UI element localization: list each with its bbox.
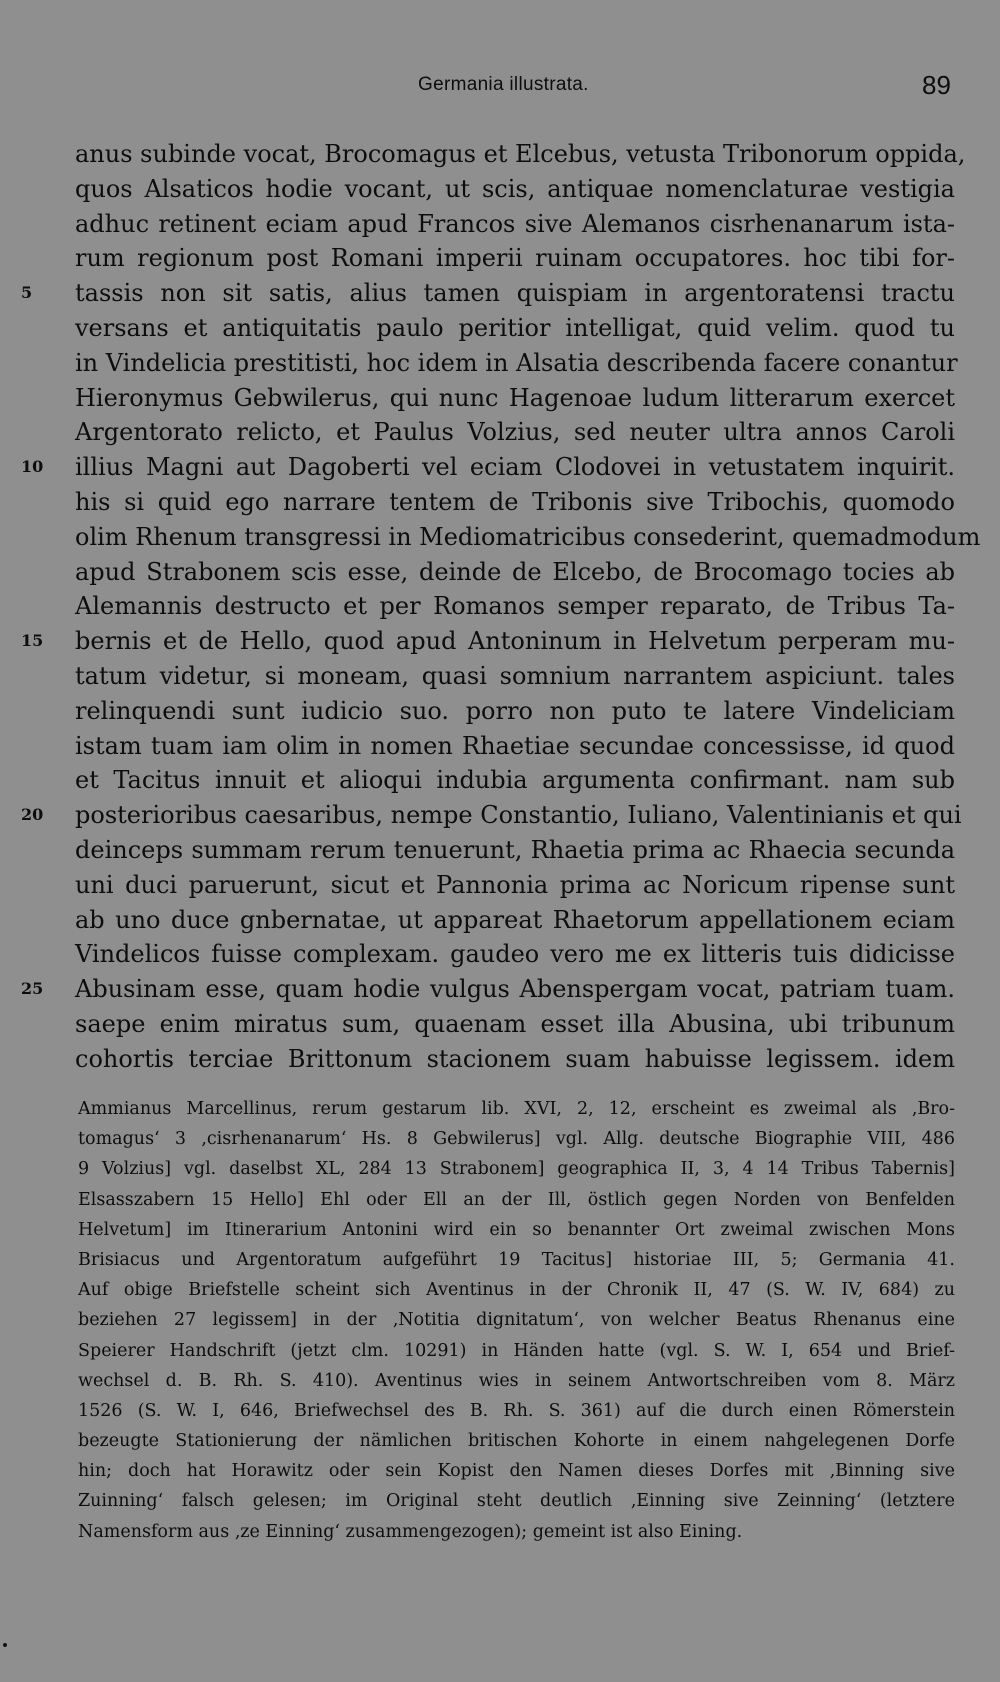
text-line [75, 694, 955, 729]
text-line [75, 833, 955, 868]
text-line [75, 415, 955, 450]
text-line [75, 555, 955, 590]
note-line: Speierer Handschrift (jetzt clm. 10291) in Händen hatte (vgl. S. W. I, 654 und Brief- [78, 1340, 955, 1361]
note-line: Auf obige Briefstelle scheint sich Aventinus in der Chronik II, 47 (S. W. IV, 684) zu [78, 1280, 955, 1301]
text-line [75, 659, 955, 694]
line-text: uni duci paruerunt, sicut et Pannonia prima ac Noricum ripense sunt [75, 870, 955, 899]
line-text: rum regionum post Romani imperii ruinam occupatores. hoc tibi for- [75, 244, 955, 273]
text-line [75, 729, 955, 764]
text-line [75, 381, 955, 416]
line-number: 20 [21, 805, 44, 825]
line-text: deinceps summam rerum tenuerunt, Rhaetia prima ac Rhaecia secunda [75, 835, 955, 864]
line-text: adhuc retinent eciam apud Francos sive Alemanos cisrhenanarum ista- [75, 209, 955, 238]
note-line: Namensform aus ‚ze Einning‘ zusammengezogen); gemeint ist also Eining. [78, 1521, 743, 1542]
line-number: 25 [21, 979, 44, 999]
note-line: 9 Volzius] vgl. daselbst XL, 284 13 Strabonem] geographica II, 3, 4 14 Tribus Tabernis] [78, 1159, 955, 1180]
text-line [21, 972, 955, 1007]
line-text: ab uno duce gnbernatae, ut appareat Rhaetorum appellationem eciam [75, 905, 955, 934]
note-line: 1526 (S. W. I, 646, Briefwechsel des B. Rh. S. 361) auf die durch einen Römerstein [78, 1400, 955, 1421]
line-text: bernis et de Hello, quod apud Antoninum in Helvetum perperam mu- [75, 627, 955, 656]
text-line [75, 868, 955, 903]
line-text: Alemannis destructo et per Romanos semper reparato, de Tribus Ta- [75, 592, 955, 621]
line-text: et Tacitus innuit et alioqui indubia argumenta confirmant. nam sub [75, 766, 955, 795]
line-text: Hieronymus Gebwilerus, qui nunc Hagenoae ludum litterarum exercet [75, 383, 955, 412]
line-text: saepe enim miratus sum, quaenam esset illa Abusina, ubi tribunum [75, 1009, 955, 1038]
line-text: Vindelicos fuisse complexam. gaudeo vero me ex litteris tuis didicisse [75, 940, 955, 969]
note-line: wechsel d. B. Rh. S. 410). Aventinus wies in seinem Antwortschreiben vom 8. März [78, 1370, 955, 1391]
margin-speck [3, 1643, 7, 1647]
note-line: Helvetum] im Itinerarium Antonini wird ein so benannter Ort zweimal zwischen Mons [78, 1219, 955, 1240]
line-text: relinquendi sunt iudicio suo. porro non puto te latere Vindeliciam [75, 696, 955, 725]
line-text: olim Rhenum transgressi in Mediomatricibus consederint, quemadmodum [75, 522, 981, 551]
text-line [75, 172, 955, 207]
text-line [21, 276, 955, 311]
line-text: cohortis terciae Brittonum stacionem suam habuisse legissem. idem [75, 1044, 955, 1073]
note-line: hin; doch hat Horawitz oder sein Kopist den Namen dieses Dorfes mit ‚Binning sive [78, 1461, 955, 1482]
text-line [75, 1007, 955, 1042]
line-number: 15 [21, 631, 44, 651]
line-text: posterioribus caesaribus, nempe Constantio, Iuliano, Valentinianis et qui [75, 801, 962, 830]
line-number: 10 [21, 457, 44, 477]
line-text: his si quid ego narrare tentem de Tribonis sive Tribochis, quomodo [75, 487, 955, 516]
note-line: Zuinning‘ falsch gelesen; im Original steht deutlich ‚Einning sive Zeinning‘ (letztere [78, 1491, 955, 1512]
text-line [21, 450, 955, 485]
text-line [75, 520, 981, 555]
line-text: istam tuam iam olim in nomen Rhaetiae secundae concessisse, id quod [75, 731, 955, 760]
text-line [75, 1042, 955, 1077]
text-line [75, 137, 966, 172]
line-text: illius Magni aut Dagoberti vel eciam Clodovei in vetustatem inquirit. [75, 453, 955, 482]
line-number: 5 [21, 283, 33, 303]
text-line [75, 589, 955, 624]
page-header [0, 70, 1000, 110]
note-line: Ammianus Marcellinus, rerum gestarum lib. XVI, 2, 12, erscheint es zweimal als ‚Bro- [78, 1099, 955, 1119]
footnotes-block [78, 1094, 955, 1547]
page-number: 89 [922, 70, 951, 100]
note-line: bezeugte Stationierung der nämlichen britischen Kohorte in einem nahgelegenen Dorfe [78, 1431, 955, 1452]
note-line: Elsasszabern 15 Hello] Ehl oder Ell an der Ill, östlich gegen Norden von Benfelden [78, 1189, 955, 1210]
line-text: in Vindelicia prestitisti, hoc idem in Alsatia describenda facere conantur [75, 348, 958, 377]
main-text-block [21, 137, 981, 1077]
note-line: beziehen 27 legissem] in der ‚Notitia dignitatum‘, von welcher Beatus Rhenanus eine [78, 1310, 955, 1331]
running-title: Germania illustrata. [418, 74, 589, 95]
text-line [75, 903, 955, 938]
note-line: tomagus‘ 3 ‚cisrhenanarum‘ Hs. 8 Gebwilerus] vgl. Allg. deutsche Biographie VIII, 486 [78, 1129, 955, 1150]
text-line [75, 937, 955, 972]
text-line [75, 485, 955, 520]
line-text: versans et antiquitatis paulo peritior intelligat, quid velim. quod tu [75, 313, 955, 342]
line-text: apud Strabonem scis esse, deinde de Elcebo, de Brocomago tocies ab [75, 557, 955, 586]
line-text: tatum videtur, si moneam, quasi somnium narrantem aspiciunt. tales [75, 661, 955, 690]
text-line [75, 763, 955, 798]
text-line [75, 241, 955, 276]
text-line [21, 624, 955, 659]
note-line: Brisiacus und Argentoratum aufgeführt 19 Tacitus] historiae III, 5; Germania 41. [78, 1249, 955, 1270]
line-text: tassis non sit satis, alius tamen quispiam in argentoratensi tractu [75, 279, 955, 308]
text-line [75, 311, 955, 346]
text-line [75, 346, 958, 381]
line-text: anus subinde vocat, Brocomagus et Elcebus, vetusta Tribonorum oppida, [75, 140, 966, 168]
text-line [21, 798, 962, 833]
line-text: quos Alsaticos hodie vocant, ut scis, antiquae nomenclaturae vestigia [75, 174, 955, 203]
text-line [75, 207, 955, 242]
line-text: Abusinam esse, quam hodie vulgus Abenspergam vocat, patriam tuam. [75, 975, 955, 1004]
line-text: Argentorato relicto, et Paulus Volzius, sed neuter ultra annos Caroli [75, 418, 955, 447]
